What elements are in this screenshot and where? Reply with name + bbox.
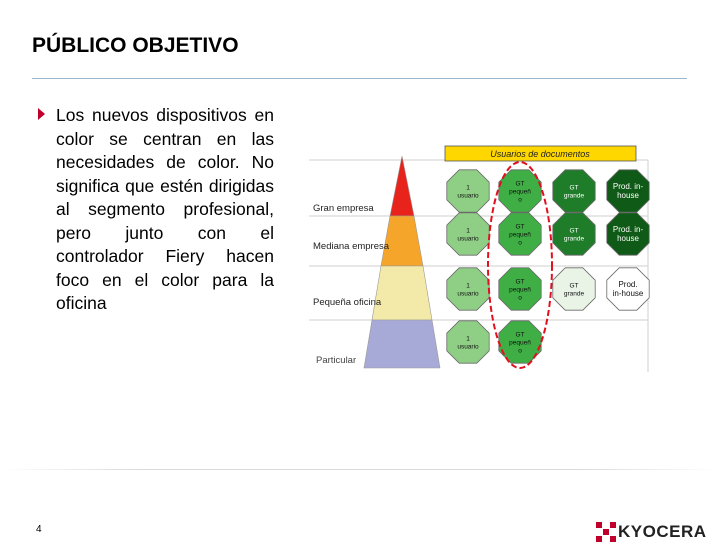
octagon-label-r4-c2: GT pequeñ o bbox=[509, 331, 531, 355]
slide-title: PÚBLICO OBJETIVO bbox=[32, 34, 239, 57]
pyramid-segment-4 bbox=[364, 320, 440, 368]
octagon-label-r1-c3: GT grande bbox=[563, 184, 585, 200]
pyramid-segment-3 bbox=[372, 266, 432, 320]
octagon-label-r2-c3: GT grande bbox=[563, 227, 585, 243]
octagon-label-r3-c4: Prod. in-house bbox=[612, 280, 644, 298]
octagon-label-r3-c2: GT pequeñ o bbox=[509, 278, 531, 302]
octagon-label-r3-c1: 1 usuario bbox=[457, 282, 479, 298]
octagon-label-r3-c3: GT grande bbox=[563, 282, 585, 298]
bullet-text: Los nuevos dispositivos en color se centran en las necesidades de color. No significa que estén dirigidas al segmento profesional, pero junto con el controlador Fiery hacen foco en el color para la oficina bbox=[56, 105, 274, 313]
octagon-label-r1-c2: GT pequeñ o bbox=[509, 180, 531, 204]
segment-label-small: Pequeña oficina bbox=[313, 297, 382, 308]
octagon-label-r1-c4: Prod. in-house bbox=[612, 182, 644, 200]
diagram-header bbox=[445, 146, 636, 161]
diagram-header-label: Usuarios de documentos bbox=[490, 149, 590, 159]
segment-pyramid bbox=[364, 156, 440, 368]
pyramid-segment-1 bbox=[390, 156, 414, 216]
kyocera-logo-text: KYOCERA bbox=[618, 522, 707, 541]
footer-divider bbox=[0, 469, 720, 470]
octagon-label-r2-c1: 1 usuario bbox=[457, 227, 479, 243]
octagon-label-r2-c4: Prod. in-house bbox=[612, 225, 644, 243]
octagon-label-r4-c1: 1 usuario bbox=[457, 335, 479, 351]
segment-label-home: Particular bbox=[316, 355, 357, 366]
octagon-label-r1-c1: 1 usuario bbox=[457, 184, 479, 200]
octagon-label-r2-c2: GT pequeñ o bbox=[509, 223, 531, 247]
segment-label-medium: Mediana empresa bbox=[313, 241, 390, 252]
segment-label-large: Gran empresa bbox=[313, 203, 374, 214]
kyocera-logo-icon bbox=[596, 522, 616, 542]
page-number: 4 bbox=[36, 524, 42, 535]
